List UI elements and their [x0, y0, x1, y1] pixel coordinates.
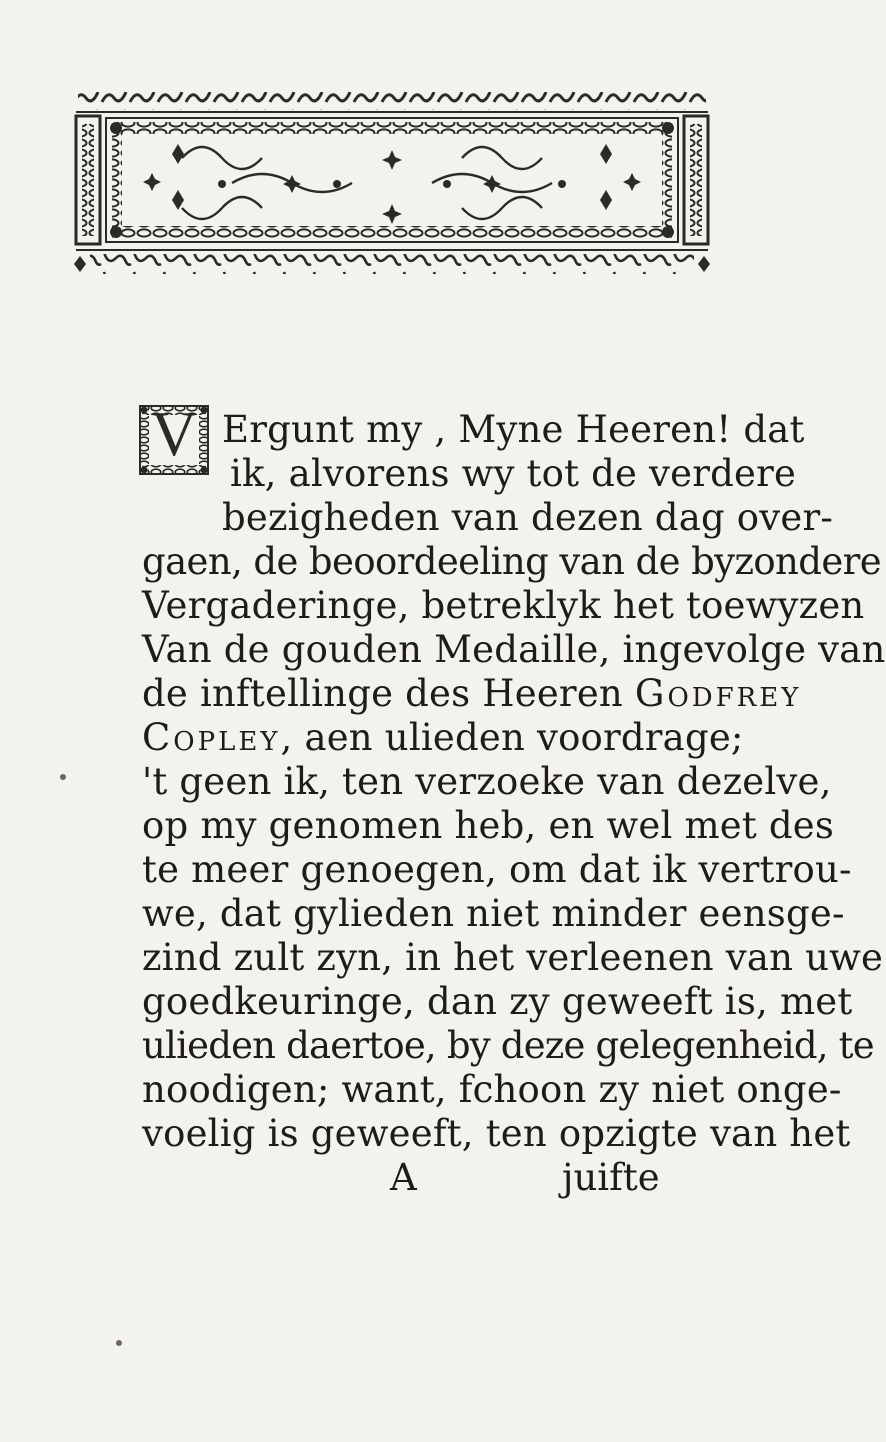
signature-mark: A [390, 1156, 417, 1199]
name-copley: Copley [142, 716, 281, 759]
text-line: te meer genoegen, om dat ik vertrou- [142, 848, 852, 891]
text-line: Vergaderinge, betreklyk het toewyzen [142, 584, 865, 627]
text-line-segment: de inftellinge des Heeren [142, 672, 623, 715]
paper-speck [60, 774, 66, 780]
text-line: Ergunt my , Myne Heeren! dat [222, 408, 805, 451]
text-line: noodigen; want, fchoon zy niet onge- [142, 1068, 842, 1111]
paper-speck [116, 1340, 122, 1346]
text-line: ulieden daertoe, by deze gelegenheid, te [142, 1024, 874, 1067]
text-line [142, 672, 801, 716]
text-line [142, 716, 744, 760]
text-line: we, dat gylieden niet minder eensge- [142, 892, 845, 935]
text-line: bezigheden van dezen dag over- [222, 496, 834, 539]
ornamental-headpiece [72, 88, 712, 278]
text-line: 't geen ik, ten verzoeke van dezelve, [142, 760, 832, 803]
name-godfrey: Godfrey [634, 672, 802, 715]
text-line: voelig is geweeft, ten opzigte van het [142, 1112, 851, 1155]
text-line: Van de gouden Medaille, ingevolge van [142, 628, 886, 671]
text-line: ik, alvorens wy tot de verdere [230, 452, 797, 495]
text-line: op my genomen heb, en wel met des [142, 804, 835, 847]
text-line: zind zult zyn, in het verleenen van uwe [142, 936, 884, 979]
catchword: juifte [562, 1156, 660, 1199]
decorated-initial: V [150, 398, 198, 469]
text-line-segment: , aen ulieden voordrage; [280, 716, 744, 759]
text-line: gaen, de beoordeeling van de byzondere [142, 540, 882, 583]
text-line: goedkeuringe, dan zy geweeft is, met [142, 980, 853, 1023]
